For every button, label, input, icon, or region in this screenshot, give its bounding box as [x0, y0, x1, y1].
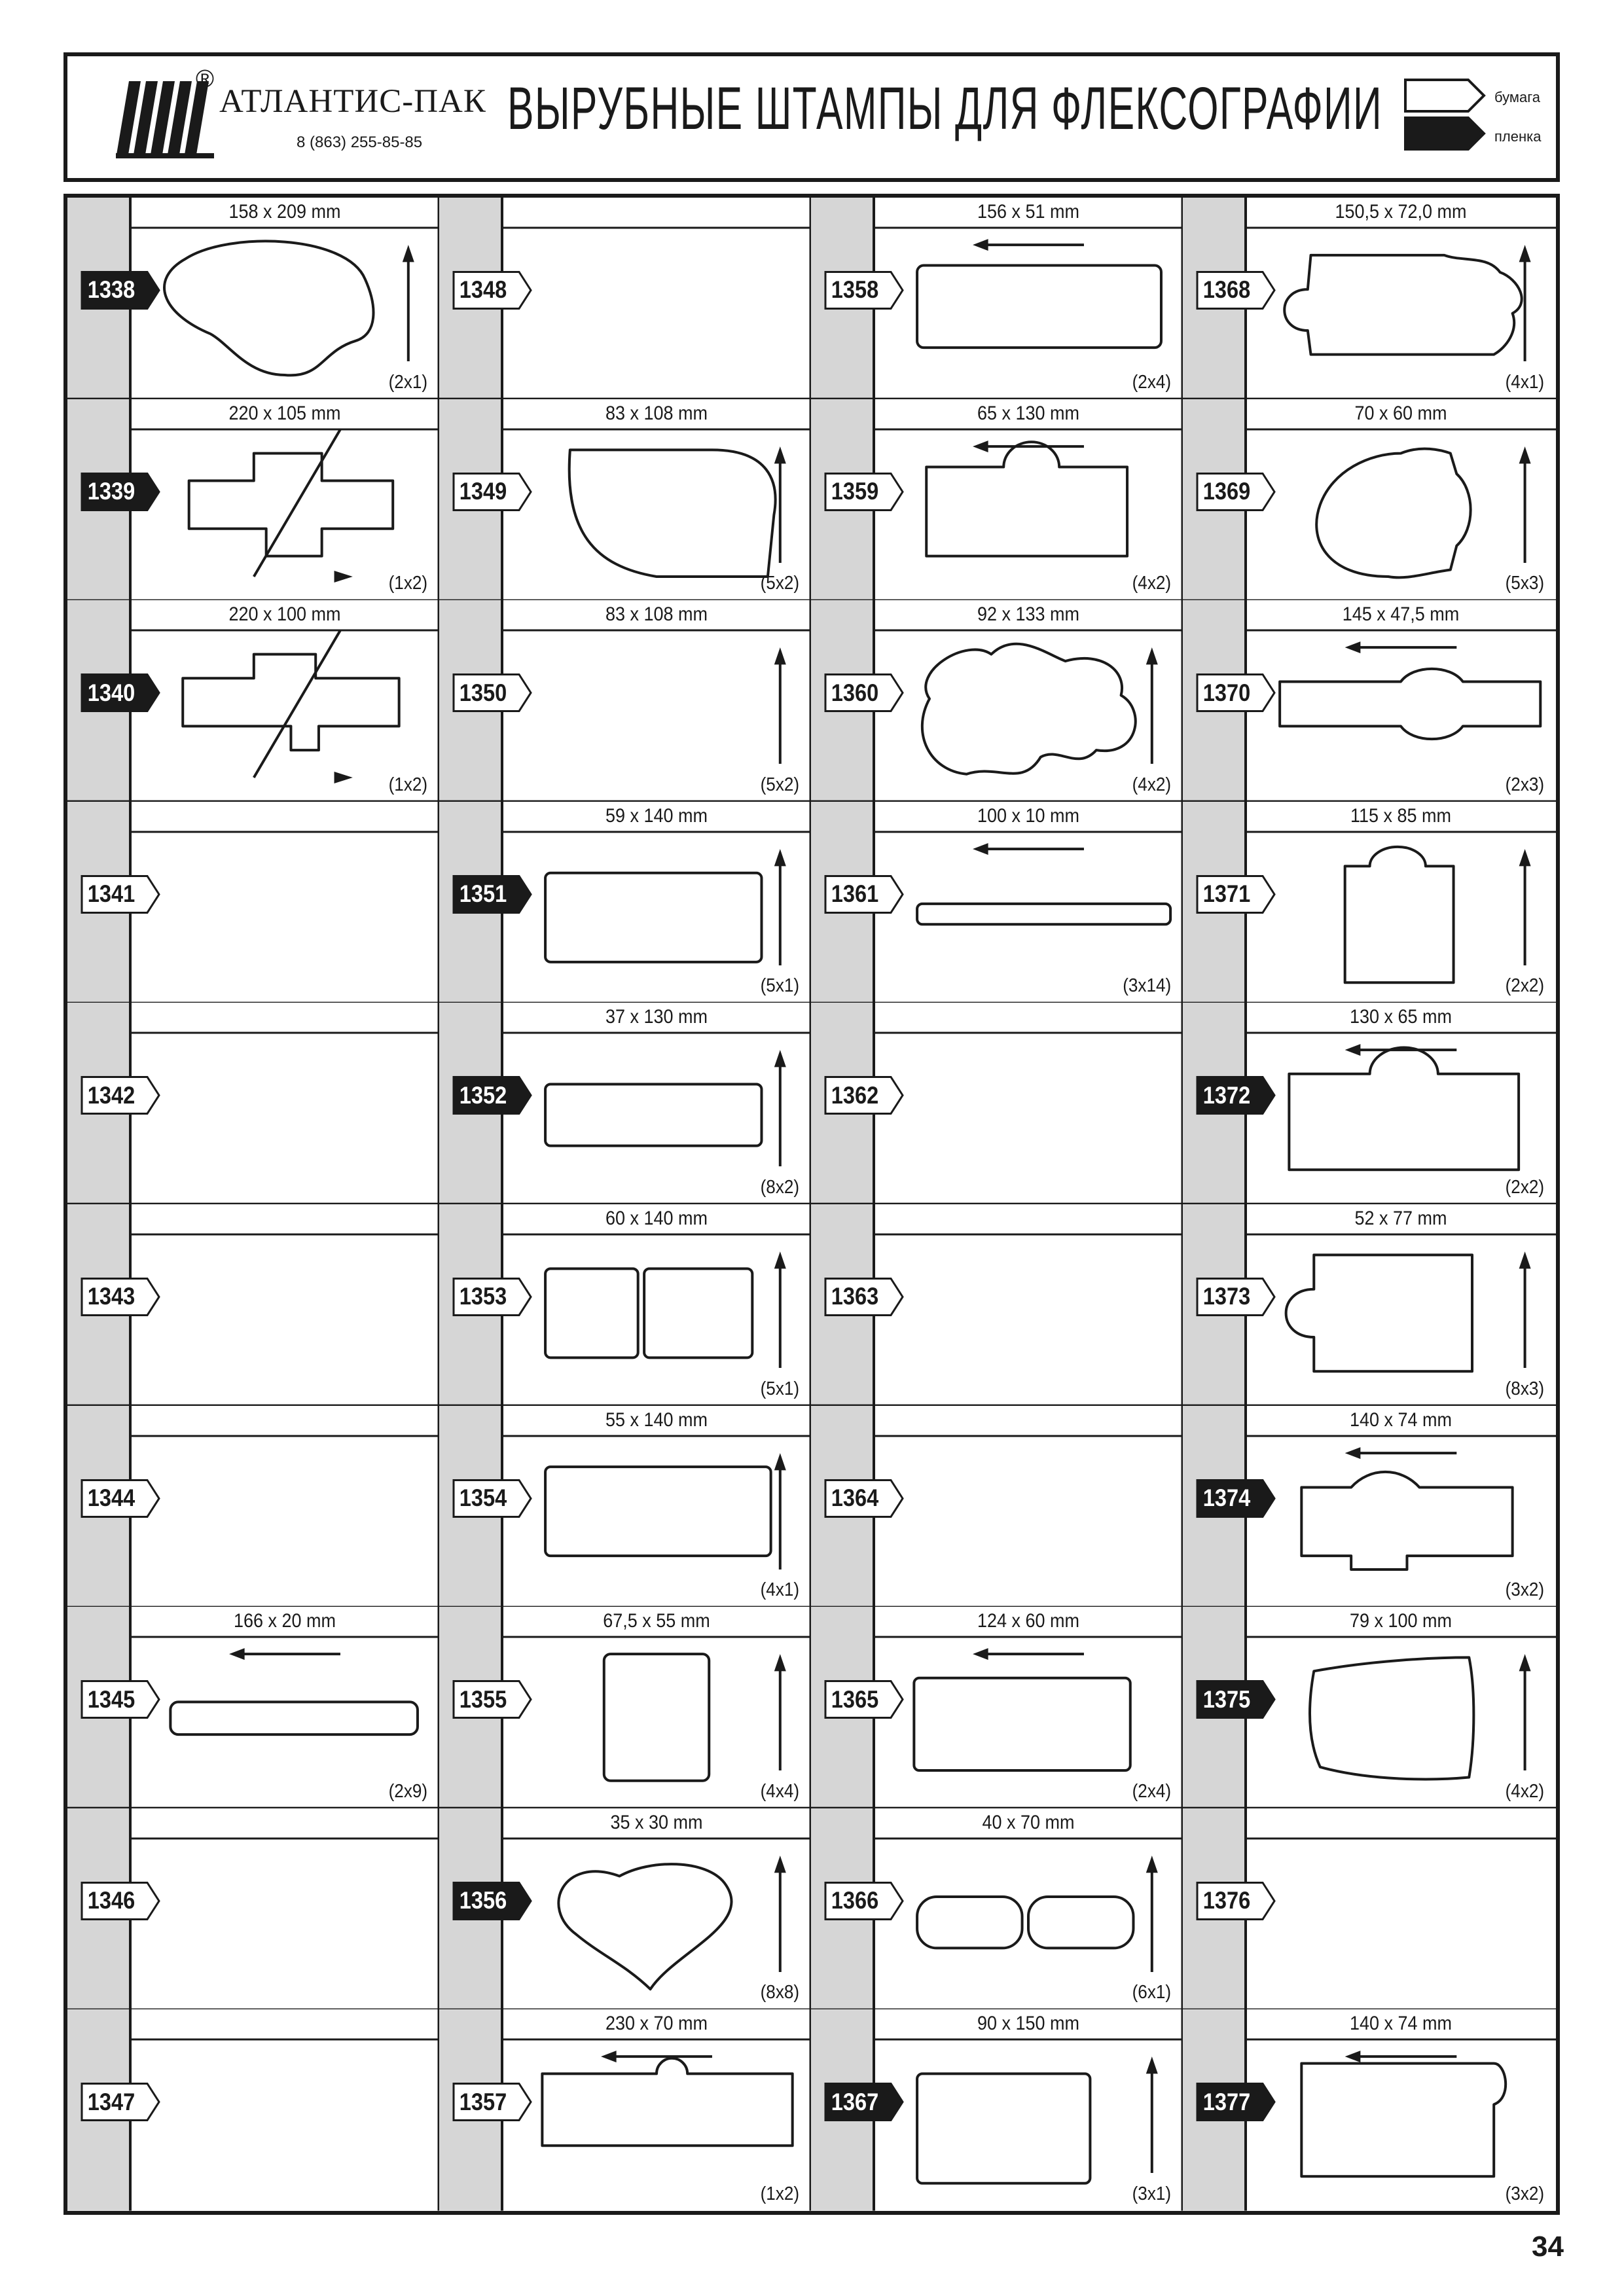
die-layout-count: (8x2) [760, 1176, 799, 1198]
die-number: 1372 [1202, 1081, 1251, 1109]
die-shape-rect-tall [545, 849, 786, 965]
die-outline [1316, 448, 1470, 577]
die-shape-two-pills [917, 1856, 1158, 1972]
die-outline [545, 873, 761, 962]
direction-arrow-up-icon [1519, 1251, 1531, 1268]
die-layout-count: (4x2) [1132, 573, 1171, 594]
die-outline [545, 1467, 771, 1556]
direction-arrow-up-icon [774, 1654, 786, 1671]
die-outline [545, 1268, 638, 1357]
die-shape-bulge [1310, 1654, 1531, 1779]
die-number: 1338 [87, 276, 135, 304]
die-number: 1376 [1202, 1887, 1251, 1914]
direction-arrow-right-icon [334, 772, 353, 783]
die-layout-count: (4x2) [1505, 1780, 1544, 1802]
direction-arrow-up-icon [1146, 2057, 1158, 2074]
die-shape-rect-curl [1301, 2051, 1506, 2177]
direction-arrow-left-icon [973, 1648, 988, 1660]
die-dimensions: 166 x 20 mm [233, 1610, 336, 1632]
die-cell-1340 [67, 600, 439, 802]
die-shape-circle-ears [1316, 446, 1530, 577]
die-layout-count: (8x3) [1505, 1378, 1544, 1399]
die-outline [170, 1702, 418, 1735]
die-cell-1366 [811, 1808, 1183, 2010]
die-outline [1310, 1658, 1473, 1780]
die-outline [569, 450, 776, 577]
die-shape-long-bar [170, 1648, 418, 1734]
direction-arrow-left-icon [973, 843, 988, 855]
die-outline [922, 644, 1136, 774]
die-number: 1345 [87, 1685, 135, 1713]
legend-film-label: пленка [1494, 128, 1542, 145]
die-shape-notch-bar [542, 2051, 792, 2146]
die-shape-rect-land [914, 1648, 1130, 1770]
die-number: 1365 [831, 1685, 879, 1713]
die-number: 1341 [87, 880, 135, 908]
die-dimensions [890, 1206, 1168, 1232]
direction-arrow-left-icon [1345, 2051, 1361, 2063]
die-outline [183, 655, 399, 750]
die-cell-1339 [67, 399, 439, 601]
die-cell-1360 [811, 600, 1183, 802]
die-cell-1364 [811, 1406, 1183, 1607]
phone-number: 8 (863) 255-85-85 [297, 134, 423, 151]
die-cell-1344 [67, 1406, 439, 1607]
die-number: 1377 [1202, 2088, 1251, 2115]
die-layout-count: (5x2) [760, 774, 799, 795]
die-outline [545, 1085, 761, 1146]
die-dimensions: 83 x 108 mm [605, 402, 708, 424]
die-layout-count: (5x1) [760, 1378, 799, 1399]
die-outline [917, 904, 1170, 924]
die-outline [189, 453, 393, 556]
die-layout-count: (5x2) [760, 573, 799, 594]
die-shape-rect-big [545, 1453, 786, 1570]
die-outline [1289, 1048, 1519, 1170]
die-number: 1373 [1202, 1283, 1251, 1310]
die-cell-1363 [811, 1204, 1183, 1406]
die-cell-1369 [1183, 399, 1556, 601]
die-cell-1356 [439, 1808, 811, 2010]
die-layout-count: (1x2) [388, 774, 427, 795]
die-layout-count: (5x1) [760, 975, 799, 997]
die-dimensions [146, 803, 424, 829]
die-dimensions: 55 x 140 mm [605, 1408, 708, 1431]
direction-arrow-up-icon [1519, 245, 1531, 262]
die-outline [1301, 2064, 1506, 2177]
die-number: 1357 [459, 2088, 507, 2115]
die-shape-oval-blob [164, 241, 414, 375]
page-header [63, 52, 1560, 182]
die-dimensions: 70 x 60 mm [1354, 402, 1447, 424]
die-layout-count: (5x3) [1505, 573, 1544, 594]
die-shape-d-shape [569, 446, 786, 577]
die-cell-1353 [439, 1204, 811, 1406]
die-dimensions: 158 x 209 mm [228, 201, 341, 223]
die-outline [917, 1897, 1022, 1948]
direction-arrow-left-icon [973, 440, 988, 452]
die-shape-arch-tall [1345, 847, 1531, 982]
die-dimensions [890, 1004, 1168, 1030]
die-dimensions [146, 1206, 424, 1232]
tag-legend-icon [1403, 76, 1488, 154]
die-number: 1347 [87, 2088, 135, 2115]
die-dimensions [146, 1407, 424, 1433]
direction-arrow-left-icon [1345, 1045, 1361, 1056]
die-outline [644, 1268, 752, 1357]
die-cell-1358 [811, 198, 1183, 399]
die-cell-1341 [67, 802, 439, 1003]
die-shape-heart [558, 1856, 785, 1989]
die-number: 1358 [831, 276, 879, 304]
die-cell-1372 [1183, 1003, 1556, 1204]
die-cell-1347 [67, 2009, 439, 2211]
die-cell-1361 [811, 802, 1183, 1003]
die-shape-dome-tab [1301, 1447, 1512, 1570]
die-layout-count: (2x3) [1505, 774, 1544, 795]
die-shape-thin-bar [917, 843, 1170, 924]
die-number: 1364 [831, 1484, 879, 1512]
die-number: 1349 [459, 478, 507, 505]
die-cell-1374 [1183, 1406, 1556, 1607]
die-dimensions: 140 x 74 mm [1349, 2013, 1453, 2035]
direction-arrow-left-icon [229, 1648, 245, 1660]
die-dimensions: 35 x 30 mm [610, 1811, 703, 1833]
die-layout-count: (4x4) [760, 1780, 799, 1802]
die-outline [1028, 1897, 1133, 1948]
die-cell-1376 [1183, 1808, 1556, 2010]
die-layout-count: (2x2) [1505, 1176, 1544, 1198]
die-cell-1345 [67, 1607, 439, 1808]
direction-arrow-left-icon [1345, 641, 1361, 653]
die-layout-count: (3x2) [1505, 1579, 1544, 1601]
die-shape-tab-rect [926, 440, 1127, 556]
die-outline [917, 266, 1161, 348]
die-layout-count: (2x1) [388, 371, 427, 393]
die-shape-rect-wide [545, 1050, 786, 1167]
die-cell-1343 [67, 1204, 439, 1406]
direction-arrow-right-icon [254, 429, 340, 577]
die-dimensions: 124 x 60 mm [977, 1610, 1080, 1632]
direction-arrow-up-icon [1519, 446, 1531, 463]
die-outline [1284, 255, 1521, 355]
die-shape-cloud [922, 644, 1158, 774]
die-dimensions: 59 x 140 mm [605, 804, 708, 827]
die-shape-scallop [1284, 245, 1530, 361]
die-number: 1369 [1202, 478, 1251, 505]
die-catalog-grid [63, 194, 1560, 2215]
die-number: 1343 [87, 1283, 135, 1310]
die-cell-1371 [1183, 802, 1556, 1003]
die-number: 1339 [87, 478, 135, 505]
die-cell-1354 [439, 1406, 811, 1607]
die-dimensions: 67,5 x 55 mm [603, 1610, 710, 1632]
die-shape-dome-rect [1289, 1045, 1519, 1170]
die-number: 1363 [831, 1283, 879, 1310]
die-outline [917, 2074, 1090, 2183]
die-cell-1375 [1183, 1607, 1556, 1808]
die-cell-1368 [1183, 198, 1556, 399]
die-dimensions: 100 x 10 mm [977, 804, 1080, 827]
direction-arrow-up-icon [403, 245, 414, 262]
die-layout-count: (8x8) [760, 1982, 799, 2003]
die-dimensions: 92 x 133 mm [977, 603, 1080, 626]
die-dimensions: 90 x 150 mm [977, 2013, 1080, 2035]
die-outline [1345, 847, 1454, 982]
die-number: 1360 [831, 679, 879, 706]
die-cell-1338 [67, 198, 439, 399]
die-number: 1362 [831, 1081, 879, 1109]
die-number: 1350 [459, 679, 507, 706]
die-dimensions: 60 x 140 mm [605, 1208, 708, 1229]
die-number: 1352 [459, 1081, 507, 1109]
brand-name: АТЛАНТИС-ПАК [219, 83, 486, 120]
direction-arrow-up-icon [1519, 849, 1531, 866]
die-dimensions: 156 x 51 mm [977, 201, 1080, 223]
die-layout-count: (1x2) [760, 2183, 799, 2204]
die-number: 1340 [87, 679, 135, 706]
die-outline [914, 1678, 1130, 1770]
die-number: 1346 [87, 1887, 135, 1914]
die-shape-cross [189, 429, 393, 583]
die-layout-count: (2x4) [1132, 1780, 1171, 1802]
die-dimensions: 230 x 70 mm [605, 2013, 708, 2035]
die-number: 1374 [1202, 1484, 1251, 1512]
direction-arrow-up-icon [774, 1050, 786, 1067]
die-layout-count: (3x1) [1132, 2183, 1171, 2204]
page-title: ВЫРУБНЫЕ ШТАМПЫ ДЛЯ ФЛЕКСОГРАФИИ [507, 75, 1382, 142]
die-number: 1359 [831, 478, 879, 505]
direction-arrow-up-icon [774, 647, 786, 664]
die-shape-rect-mid [917, 239, 1161, 348]
die-cell-1342 [67, 1003, 439, 1204]
die-layout-count: (2x2) [1505, 975, 1544, 997]
die-cell-1362 [811, 1003, 1183, 1204]
direction-arrow-up-icon [1146, 647, 1158, 664]
die-layout-count: (4x1) [1505, 371, 1544, 393]
direction-arrow-left-icon [973, 239, 988, 251]
die-cell-1357 [439, 2009, 811, 2211]
die-cell-1373 [1183, 1204, 1556, 1406]
die-number: 1355 [459, 1685, 507, 1713]
direction-arrow-right-icon [254, 630, 340, 778]
die-outline [926, 442, 1127, 556]
die-shape-bump-bar [1280, 641, 1540, 739]
die-shape-rect-box [917, 2057, 1158, 2184]
die-dimensions: 140 x 74 mm [1349, 1408, 1453, 1431]
page-number: 34 [1532, 2231, 1564, 2263]
die-number: 1354 [459, 1484, 507, 1512]
die-cell-1349 [439, 399, 811, 601]
die-dimensions: 40 x 70 mm [982, 1811, 1075, 1833]
die-layout-count: (2x4) [1132, 371, 1171, 393]
die-number: 1368 [1202, 276, 1251, 304]
die-dimensions: 37 x 130 mm [605, 1006, 708, 1028]
direction-arrow-up-icon [774, 1453, 786, 1470]
die-cell-1350 [439, 600, 811, 802]
die-shape-two-squares [545, 1251, 786, 1368]
die-dimensions: 65 x 130 mm [977, 402, 1080, 424]
die-cell-1370 [1183, 600, 1556, 802]
die-dimensions: 52 x 77 mm [1354, 1208, 1447, 1229]
die-dimensions: 83 x 108 mm [605, 603, 708, 626]
die-dimensions [890, 1407, 1168, 1433]
die-number: 1375 [1202, 1685, 1251, 1713]
die-number: 1361 [831, 880, 879, 908]
die-outline [164, 241, 373, 375]
die-layout-count: (2x9) [388, 1780, 427, 1802]
die-outline [604, 1654, 709, 1781]
die-cell-1346 [67, 1808, 439, 2010]
die-dimensions: 145 x 47,5 mm [1342, 603, 1460, 626]
die-dimensions: 115 x 85 mm [1350, 804, 1452, 827]
die-number: 1348 [459, 276, 507, 304]
die-cell-1367 [811, 2009, 1183, 2211]
die-outline [542, 2058, 792, 2145]
die-shape-none [774, 647, 786, 764]
direction-arrow-left-icon [1345, 1447, 1361, 1459]
die-cell-1377 [1183, 2009, 1556, 2211]
die-number: 1351 [459, 880, 507, 908]
die-dimensions [146, 2011, 424, 2037]
die-dimensions: 150,5 x 72,0 mm [1335, 201, 1467, 223]
die-dimensions [1261, 1810, 1541, 1836]
die-number: 1353 [459, 1283, 507, 1310]
direction-arrow-up-icon [1146, 1856, 1158, 1873]
direction-arrow-right-icon [334, 571, 353, 583]
die-dimensions [146, 1004, 424, 1030]
die-cell-1359 [811, 399, 1183, 601]
die-outline [1301, 1472, 1512, 1570]
die-layout-count: (4x1) [760, 1579, 799, 1601]
die-dimensions: 79 x 100 mm [1349, 1610, 1453, 1632]
die-number: 1342 [87, 1081, 135, 1109]
die-number: 1344 [87, 1484, 135, 1512]
die-number: 1356 [459, 1887, 507, 1914]
die-outline [1286, 1255, 1472, 1371]
die-cell-1351 [439, 802, 811, 1003]
die-layout-count: (3x2) [1505, 2183, 1544, 2204]
die-cell-1355 [439, 1607, 811, 1808]
die-number: 1367 [831, 2088, 879, 2115]
die-dimensions: 130 x 65 mm [1349, 1006, 1453, 1028]
die-outline [1280, 669, 1540, 739]
die-dimensions: 220 x 105 mm [228, 402, 341, 424]
direction-arrow-up-icon [774, 1251, 786, 1268]
direction-arrow-up-icon [774, 1856, 786, 1873]
direction-arrow-up-icon [1519, 1654, 1531, 1671]
die-layout-count: (3x14) [1123, 975, 1171, 997]
die-cell-1352 [439, 1003, 811, 1204]
die-shape-rect-portrait [604, 1654, 786, 1781]
die-shape-side-bump [1286, 1251, 1531, 1371]
legend-paper-label: бумага [1494, 89, 1541, 105]
direction-arrow-left-icon [601, 2051, 617, 2063]
die-cell-1348 [439, 198, 811, 399]
registered-mark: ® [196, 65, 214, 93]
die-layout-count: (6x1) [1132, 1982, 1171, 2003]
die-number: 1366 [831, 1887, 879, 1914]
die-outline [558, 1864, 731, 1989]
direction-arrow-up-icon [774, 446, 786, 463]
die-number: 1370 [1202, 679, 1251, 706]
die-dimensions [146, 1810, 424, 1836]
direction-arrow-up-icon [774, 849, 786, 866]
die-layout-count: (4x2) [1132, 774, 1171, 795]
die-layout-count: (1x2) [388, 573, 427, 594]
die-shape-cross-2 [183, 630, 399, 783]
die-cell-1365 [811, 1607, 1183, 1808]
die-dimensions: 220 x 100 mm [228, 603, 341, 626]
die-dimensions [518, 199, 796, 225]
die-number: 1371 [1202, 880, 1251, 908]
